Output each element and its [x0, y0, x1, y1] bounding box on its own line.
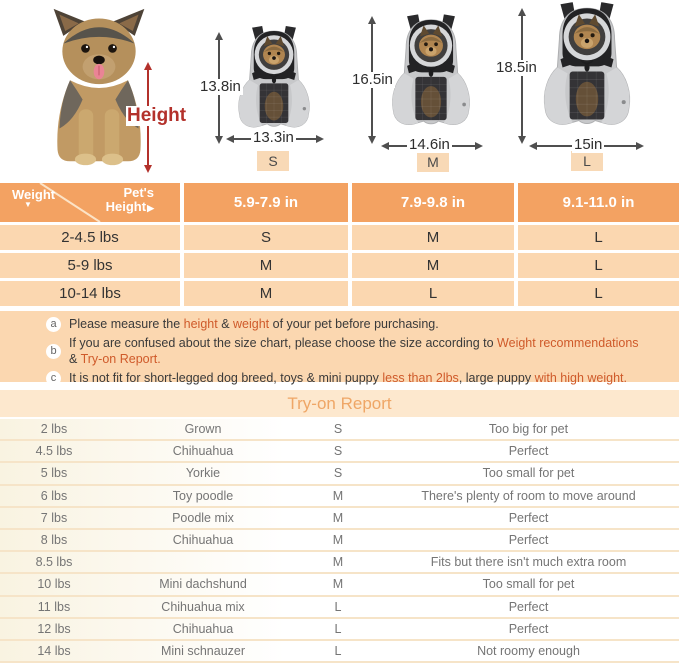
tryon-comment: Too small for pet	[482, 466, 575, 481]
tryon-breed: Chihuahua mix	[161, 599, 245, 614]
dimension-label-width-l: 15in	[574, 136, 603, 153]
tryon-weight: 14 lbs	[37, 643, 71, 658]
tryon-comment: Too small for pet	[482, 577, 575, 592]
tryon-row	[0, 597, 679, 619]
size-cell: M	[184, 253, 348, 278]
backpack-illustration-l	[536, 2, 638, 139]
tryon-size: M	[332, 577, 344, 592]
note-segment: &	[217, 317, 234, 331]
note-segment: It is not fit for short-legged dog breed, toys & mini puppy	[69, 371, 383, 385]
table-corner-cell	[0, 183, 180, 222]
size-cell: L	[518, 281, 679, 306]
column-header: 7.9-9.8 in	[352, 183, 514, 222]
dimension-label-width-m: 14.6in	[409, 136, 450, 153]
note-segment: &	[69, 352, 81, 366]
tryon-breed: Toy poodle	[172, 488, 234, 503]
column-header: 9.1-11.0 in	[518, 183, 679, 222]
note-segment-em: height	[183, 317, 218, 331]
note-segment-em: less than 2lbs	[382, 371, 459, 385]
down-arrow-icon: ▼	[24, 200, 32, 209]
tryon-report-table	[0, 419, 679, 663]
size-cell: L	[518, 225, 679, 250]
tryon-comment: There's plenty of room to move around	[421, 488, 636, 503]
tryon-size: M	[332, 555, 344, 570]
tryon-breed: Chihuahua	[172, 444, 234, 459]
hero-section	[0, 0, 679, 181]
tryon-comment: Perfect	[508, 599, 549, 614]
pets-height-axis-label	[106, 186, 154, 215]
pets-label: Pet's	[123, 185, 154, 200]
tryon-weight: 7 lbs	[40, 510, 68, 525]
tryon-weight: 12 lbs	[37, 621, 71, 636]
dimension-label-height-m: 16.5in	[352, 71, 393, 88]
size-badge-l: L	[571, 151, 603, 171]
note-segment: , large puppy	[458, 371, 535, 385]
tryon-comment: Perfect	[508, 444, 549, 459]
tryon-size: S	[333, 466, 343, 481]
notes-panel	[0, 311, 679, 385]
tryon-row	[0, 463, 679, 485]
weight-row-label: 2-4.5 lbs	[0, 225, 180, 250]
note-segment: If you are confused about the size chart, please choose the size according to	[69, 336, 498, 350]
size-cell: M	[184, 281, 348, 306]
size-cell: M	[352, 225, 514, 250]
weight-row-label: 5-9 lbs	[0, 253, 180, 278]
note-text	[69, 370, 627, 386]
tryon-weight: 11 lbs	[37, 599, 71, 614]
size-recommendation-table	[0, 183, 679, 306]
tryon-weight: 6 lbs	[40, 488, 68, 503]
size-cell: L	[352, 281, 514, 306]
tryon-size: L	[334, 599, 342, 614]
note-marker-c: c	[46, 371, 61, 386]
tryon-breed: Mini schnauzer	[160, 643, 246, 658]
tryon-size: L	[334, 643, 342, 658]
note-item-a	[46, 316, 671, 332]
tryon-row	[0, 508, 679, 530]
tryon-row	[0, 552, 679, 574]
weight-row-label: 10-14 lbs	[0, 281, 180, 306]
tryon-weight: 8.5 lbs	[35, 555, 73, 570]
tryon-breed: Chihuahua	[172, 621, 234, 636]
yorkie-dog-photo	[24, 5, 174, 169]
tryon-comment: Perfect	[508, 510, 549, 525]
backpack-illustration-m	[385, 13, 477, 139]
tryon-row	[0, 619, 679, 641]
tryon-row	[0, 574, 679, 596]
tryon-comment: Perfect	[508, 533, 549, 548]
tryon-breed: Yorkie	[185, 466, 221, 481]
note-segment: Please measure the	[69, 317, 184, 331]
tryon-size: M	[332, 533, 344, 548]
tryon-comment: Too big for pet	[488, 422, 569, 437]
height-label: Height	[105, 199, 147, 214]
note-marker-a: a	[46, 317, 61, 332]
right-arrow-icon: ▶	[147, 203, 154, 213]
note-text	[69, 335, 639, 367]
note-segment-em: with high weight.	[534, 371, 627, 385]
pet-height-label: Height	[127, 105, 187, 126]
size-badge-m: M	[417, 152, 449, 172]
tryon-row	[0, 641, 679, 663]
tryon-weight: 4.5 lbs	[35, 444, 73, 459]
note-item-c	[46, 370, 671, 386]
note-item-b	[46, 335, 671, 367]
note-segment-em: Weight recommendations	[497, 336, 639, 350]
tryon-report-title: Try-on Report	[0, 390, 679, 417]
tryon-breed: Chihuahua	[172, 533, 234, 548]
tryon-weight: 8 lbs	[40, 533, 68, 548]
column-header: 5.9-7.9 in	[184, 183, 348, 222]
tryon-breed: Poodle mix	[172, 510, 234, 525]
note-marker-b: b	[46, 344, 61, 359]
tryon-weight: 2 lbs	[40, 422, 68, 437]
note-segment-em: Try-on Report.	[80, 352, 161, 366]
size-cell: S	[184, 225, 348, 250]
tryon-breed: Grown	[184, 422, 222, 437]
dimension-label-height-l: 18.5in	[496, 59, 537, 76]
note-segment: of your pet before purchasing.	[269, 317, 439, 331]
tryon-comment: Not roomy enough	[477, 643, 580, 658]
note-text	[69, 316, 439, 332]
dimension-arrow-height-l	[521, 15, 523, 137]
tryon-size: M	[332, 488, 344, 503]
tryon-size: L	[334, 621, 342, 636]
tryon-comment: Perfect	[508, 621, 549, 636]
tryon-size: S	[333, 422, 343, 437]
size-badge-s: S	[257, 151, 289, 171]
tryon-row	[0, 486, 679, 508]
size-cell: L	[518, 253, 679, 278]
weight-axis-label: Weight	[12, 187, 56, 202]
dimension-label-width-s: 13.3in	[253, 129, 294, 146]
tryon-weight: 5 lbs	[40, 466, 68, 481]
tryon-weight: 10 lbs	[37, 577, 71, 592]
tryon-row	[0, 419, 679, 441]
tryon-row	[0, 441, 679, 463]
note-segment-em: weight	[233, 317, 270, 331]
dimension-label-height-s: 13.8in	[200, 78, 241, 95]
tryon-row	[0, 530, 679, 552]
size-cell: M	[352, 253, 514, 278]
tryon-breed: Mini dachshund	[159, 577, 247, 592]
tryon-size: M	[332, 510, 344, 525]
tryon-size: S	[333, 444, 343, 459]
tryon-comment: Fits but there isn't much extra room	[430, 555, 627, 570]
